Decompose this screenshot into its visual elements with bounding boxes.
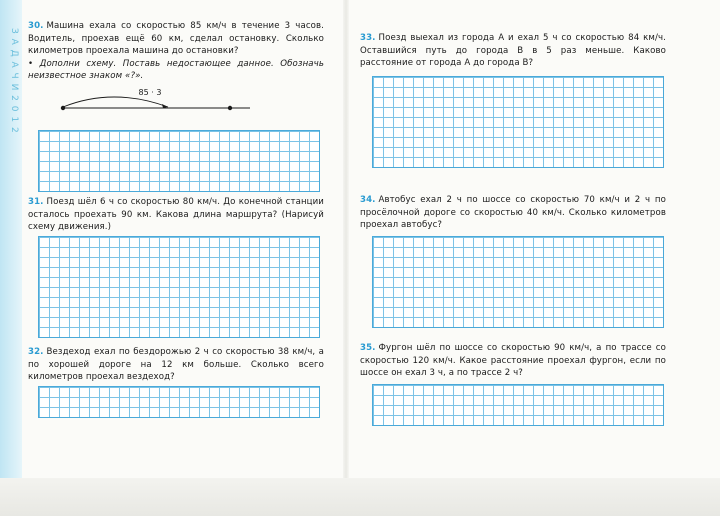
task-number: 30.	[28, 21, 44, 31]
answer-grid-30[interactable]	[38, 130, 320, 192]
task-number: 33.	[360, 33, 376, 43]
task-number: 32.	[28, 347, 44, 357]
strip-text: З A Д A Ч И 2 0 1 2	[9, 28, 19, 134]
page-edge-strip	[0, 0, 22, 516]
scheme-point-start	[61, 106, 65, 110]
answer-grid-35[interactable]	[372, 384, 664, 426]
answer-grid-31[interactable]	[38, 236, 320, 338]
task-text: Машина ехала со скоростью 85 км/ч в течение 3 часов. Водитель, проехав ещё 60 км, сделал остановку. Сколько километров проехала машина до остановки?	[28, 21, 324, 57]
answer-grid-32[interactable]	[38, 386, 320, 418]
task-30	[28, 20, 324, 83]
table-surface	[0, 478, 720, 516]
task-text: Поезд шёл 6 ч со скоростью 80 км/ч. До конечной станции осталось проехать 90 км. Какова длина маршрута? (Нарисуй схему движения.)	[28, 197, 324, 233]
scheme-point-mid	[228, 106, 232, 110]
task-hint: • Дополни схему. Поставь недостающее данное. Обозначь неизвестное знаком «?».	[28, 58, 324, 82]
answer-grid-33[interactable]	[372, 76, 664, 168]
task-text: Фургон шёл по шоссе со скоростью 90 км/ч, а по трассе со скоростью 120 км/ч. Какое расстояние проехал фургон, если по шоссе он ехал 3 ч, а по трассе 2 ч?	[360, 343, 666, 379]
book-fold	[343, 0, 349, 516]
task-text: Автобус ехал 2 ч по шоссе со скоростью 70 км/ч и 2 ч по просёлочной дороге со скоростью 40 км/ч. Сколько километров проехал автобус?	[360, 195, 666, 231]
task-number: 34.	[360, 195, 376, 205]
task-number: 35.	[360, 343, 376, 353]
task-35	[360, 342, 666, 380]
scheme-arc	[63, 97, 168, 107]
motion-scheme	[58, 85, 258, 115]
task-31	[28, 196, 324, 234]
task-33	[360, 32, 666, 70]
answer-grid-34[interactable]	[372, 236, 664, 328]
scheme-label: 85 · 3	[138, 88, 162, 97]
task-text: Поезд выехал из города А и ехал 5 ч со скоростью 84 км/ч. Оставшийся путь до города В в 5 раз меньше. Каково расстояние от города А до города В?	[360, 33, 666, 69]
task-32	[28, 346, 324, 384]
task-34	[360, 194, 666, 232]
arrow-head-icon	[162, 104, 168, 108]
task-number: 31.	[28, 197, 44, 207]
task-text: Вездеход ехал по бездорожью 2 ч со скоростью 38 км/ч, а по хорошей дороге на 12 км больше. Сколько всего километров проехал вездеход?	[28, 347, 324, 383]
